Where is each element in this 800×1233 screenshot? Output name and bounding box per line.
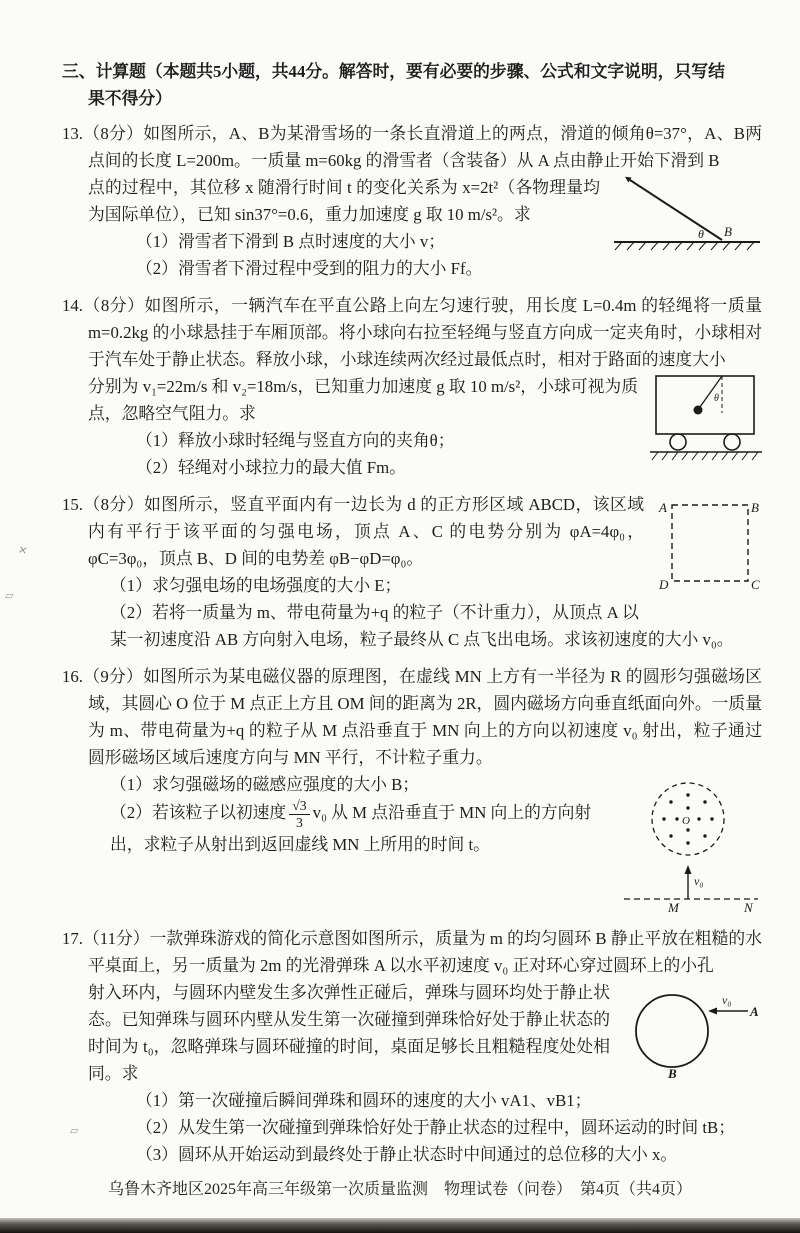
magnetic-field-diagram xyxy=(620,773,762,913)
problem-15-intro xyxy=(62,491,762,572)
figure-ski-slope xyxy=(612,176,762,260)
problem-14-body xyxy=(88,373,762,481)
ring-circle xyxy=(636,995,708,1067)
problem-13-number: 13. xyxy=(62,124,83,143)
angle-theta-label: θ xyxy=(698,227,704,241)
cart-body xyxy=(656,376,754,434)
problem-13-part1: （1）滑雪者下滑到 B 点时速度的大小 v； xyxy=(136,232,446,251)
scan-bottom-edge xyxy=(0,1218,800,1233)
point-m-label: M xyxy=(668,900,679,913)
figure-cart-pendulum xyxy=(650,373,762,465)
wheel-left xyxy=(670,434,686,450)
problem-16-part2-after: v₀ 从 M 点沿垂直于 MN 向上的方向射出，求粒子从射出到返回虚线 MN 上所用的时间 t。 xyxy=(110,803,592,854)
problem-14 xyxy=(62,292,762,481)
figure-square-field xyxy=(658,493,762,597)
page-footer: 乌鲁木齐地区2025年高三年级第一次质量监测 物理试卷（问卷） 第4页（共4页） xyxy=(107,1181,692,1198)
figure-magnetic-field xyxy=(620,773,762,913)
v0-label: v₀ xyxy=(694,874,704,888)
problem-17-intro-cont: 射入环内，与圆环内壁发生多次弹性正碰后，弹珠与圆环均处于静止状态。已知弹珠与圆环内壁从发生第一次碰撞到弹珠恰好处于静止状态的时间为 t₀，忽略弹珠与圆环碰撞的时间，桌面足够长且粗糙程度处处相同。求 xyxy=(88,983,610,1083)
problem-14-intro-text: （8分）如图所示，一辆汽车在平直公路上向左匀速行驶，用长度 L=0.4m 的轻绳将一质量 m=0.2kg 的小球悬挂于车厢顶部。将小球向右拉至轻绳与竖直方向成一定夹角时，小球相对于汽车处于静止状态。释放小球，小球连续两次经过最低点时，相对于路面的速度大小 xyxy=(82,296,762,369)
section-title-line1: 三、计算题（本题共5小题，共44分。解答时，要有必要的步骤、公式和文字说明，只写结 xyxy=(62,62,725,81)
ski-slope-diagram xyxy=(612,176,762,260)
v0-label: v₀ xyxy=(722,993,732,1007)
ring-b-label: B xyxy=(668,1066,677,1079)
section-title xyxy=(62,58,762,112)
problem-17 xyxy=(62,925,762,1168)
problem-17-intro xyxy=(62,925,762,979)
scan-artifact-mark: ▱ xyxy=(5,590,14,602)
problem-17-intro-text: （11分）一款弹珠游戏的简化示意图如图所示，质量为 m 的均匀圆环 B 静止平放在粗糙的水平桌面上，另一质量为 2m 的光滑弹珠 A 以水平初速度 v₀ 正对环心穿过圆环上的小孔 xyxy=(82,929,762,975)
problem-15-part1: （1）求匀强电场的电场强度的大小 E； xyxy=(110,576,402,595)
section-title-line2: 果不得分） xyxy=(88,89,172,108)
problem-17-body xyxy=(88,979,762,1168)
square-abcd-diagram xyxy=(658,493,762,597)
problem-13-intro-cont: 点的过程中，其位移 x 随滑行时间 t 的变化关系为 x=2t²（各物理量均为国际单位），已知 sin37°=0.6，重力加速度 g 取 10 m/s²。求 xyxy=(88,178,600,224)
ground-hatching xyxy=(652,452,758,460)
problem-13-intro xyxy=(62,120,762,174)
problem-16-intro-text: （9分）如图所示为某电磁仪器的原理图，在虚线 MN 上方有一半径为 R 的圆形匀强磁场区域，其圆心 O 位于 M 点正上方且 OM 间的距离为 2R，圆内磁场方向垂直纸面向外。一质量为 m、带电荷量为+q 的粒子从 M 点沿垂直于 MN 向上的方向以初速度 v₀ 射出，粒子通过圆形磁场区域后速度方向与 MN 平行，不计粒子重力。 xyxy=(82,667,762,767)
fraction-denominator: 3 xyxy=(296,814,303,830)
problem-14-part2: （2）轻绳对小球拉力的最大值 Fm。 xyxy=(136,458,406,477)
problem-14-intro-cont: 分别为 v₁=22m/s 和 v₂=18m/s，已知重力加速度 g 取 10 m/s²，小球可视为质点，忽略空气阻力。求 xyxy=(88,377,638,423)
center-o-label: O xyxy=(682,815,690,827)
figure-marble-ring xyxy=(624,981,762,1079)
problem-16-part2-before: （2）若该粒子以初速度 xyxy=(110,803,287,823)
problem-13 xyxy=(62,120,762,282)
problem-16-part1: （1）求匀强磁场的磁感应强度的大小 B； xyxy=(110,775,420,794)
problem-16-intro xyxy=(62,663,762,771)
problem-15-intro-text: （8分）如图所示，竖直平面内有一边长为 d 的正方形区域 ABCD，该区域内有平行于该平面的匀强电场，顶点 A、C 的电势分别为 φA=4φ₀，φC=3φ₀，顶点 B、D 间的电势差 φB−φD=φ₀。 xyxy=(82,495,644,568)
point-n-label: N xyxy=(744,900,753,913)
slope-line xyxy=(630,180,722,240)
marble-a-label: A xyxy=(750,1004,759,1019)
ground-hatching xyxy=(615,242,754,250)
problem-16-number: 16. xyxy=(62,667,83,686)
scan-artifact-mark: ✕ xyxy=(16,544,29,558)
fraction-sqrt3-over-3 xyxy=(289,798,309,831)
angle-theta-label: θ xyxy=(714,393,719,404)
problem-15 xyxy=(62,491,762,653)
problem-14-intro xyxy=(62,292,762,373)
ball xyxy=(694,406,703,415)
problem-13-body xyxy=(88,174,762,282)
problem-14-part1: （1）释放小球时轻绳与竖直方向的夹角θ； xyxy=(136,431,455,450)
problem-17-part1: （1）第一次碰撞后瞬间弹珠和圆环的速度的大小 vA1、vB1； xyxy=(136,1091,592,1110)
velocity-arrowhead xyxy=(708,1008,717,1015)
fraction-numerator: √3 xyxy=(289,798,309,815)
marble-ring-diagram xyxy=(624,981,762,1079)
cart-pendulum-diagram xyxy=(650,373,762,465)
problem-14-number: 14. xyxy=(62,296,83,315)
point-b-label: B xyxy=(724,224,732,239)
problem-15-number: 15. xyxy=(62,495,83,514)
vertex-d-label: D xyxy=(659,577,669,592)
problem-15-part2: （2）若将一质量为 m、带电荷量为+q 的粒子（不计重力），从顶点 A 以某一初速度沿 AB 方向射入电场，粒子最终从 C 点飞出电场。求该初速度的大小 v₀。 xyxy=(110,603,734,649)
problem-13-part2: （2）滑雪者下滑过程中受到的阻力的大小 Ff。 xyxy=(136,259,483,278)
problem-17-part3: （3）圆环从开始运动到最终处于静止状态时中间通过的总位移的大小 x。 xyxy=(136,1145,678,1164)
vertex-a-label: A xyxy=(659,500,667,515)
wheel-right xyxy=(724,434,740,450)
scan-artifact-mark: ▱ xyxy=(70,1125,79,1137)
problem-17-part2: （2）从发生第一次碰撞到弹珠恰好处于静止状态的过程中，圆环运动的时间 tB； xyxy=(136,1118,736,1137)
problem-16 xyxy=(62,663,762,915)
problem-13-intro-text: （8分）如图所示，A、B为某滑雪场的一条长直滑道上的两点，滑道的倾角θ=37°，A、B两点间的长度 L=200m。一质量 m=60kg 的滑雪者（含装备）从 A 点由静止开始下滑到 B xyxy=(82,124,762,170)
problem-17-number: 17. xyxy=(62,929,83,948)
vertex-b-label: B xyxy=(751,500,759,515)
square-region xyxy=(672,505,748,581)
vertex-c-label: C xyxy=(751,577,760,592)
